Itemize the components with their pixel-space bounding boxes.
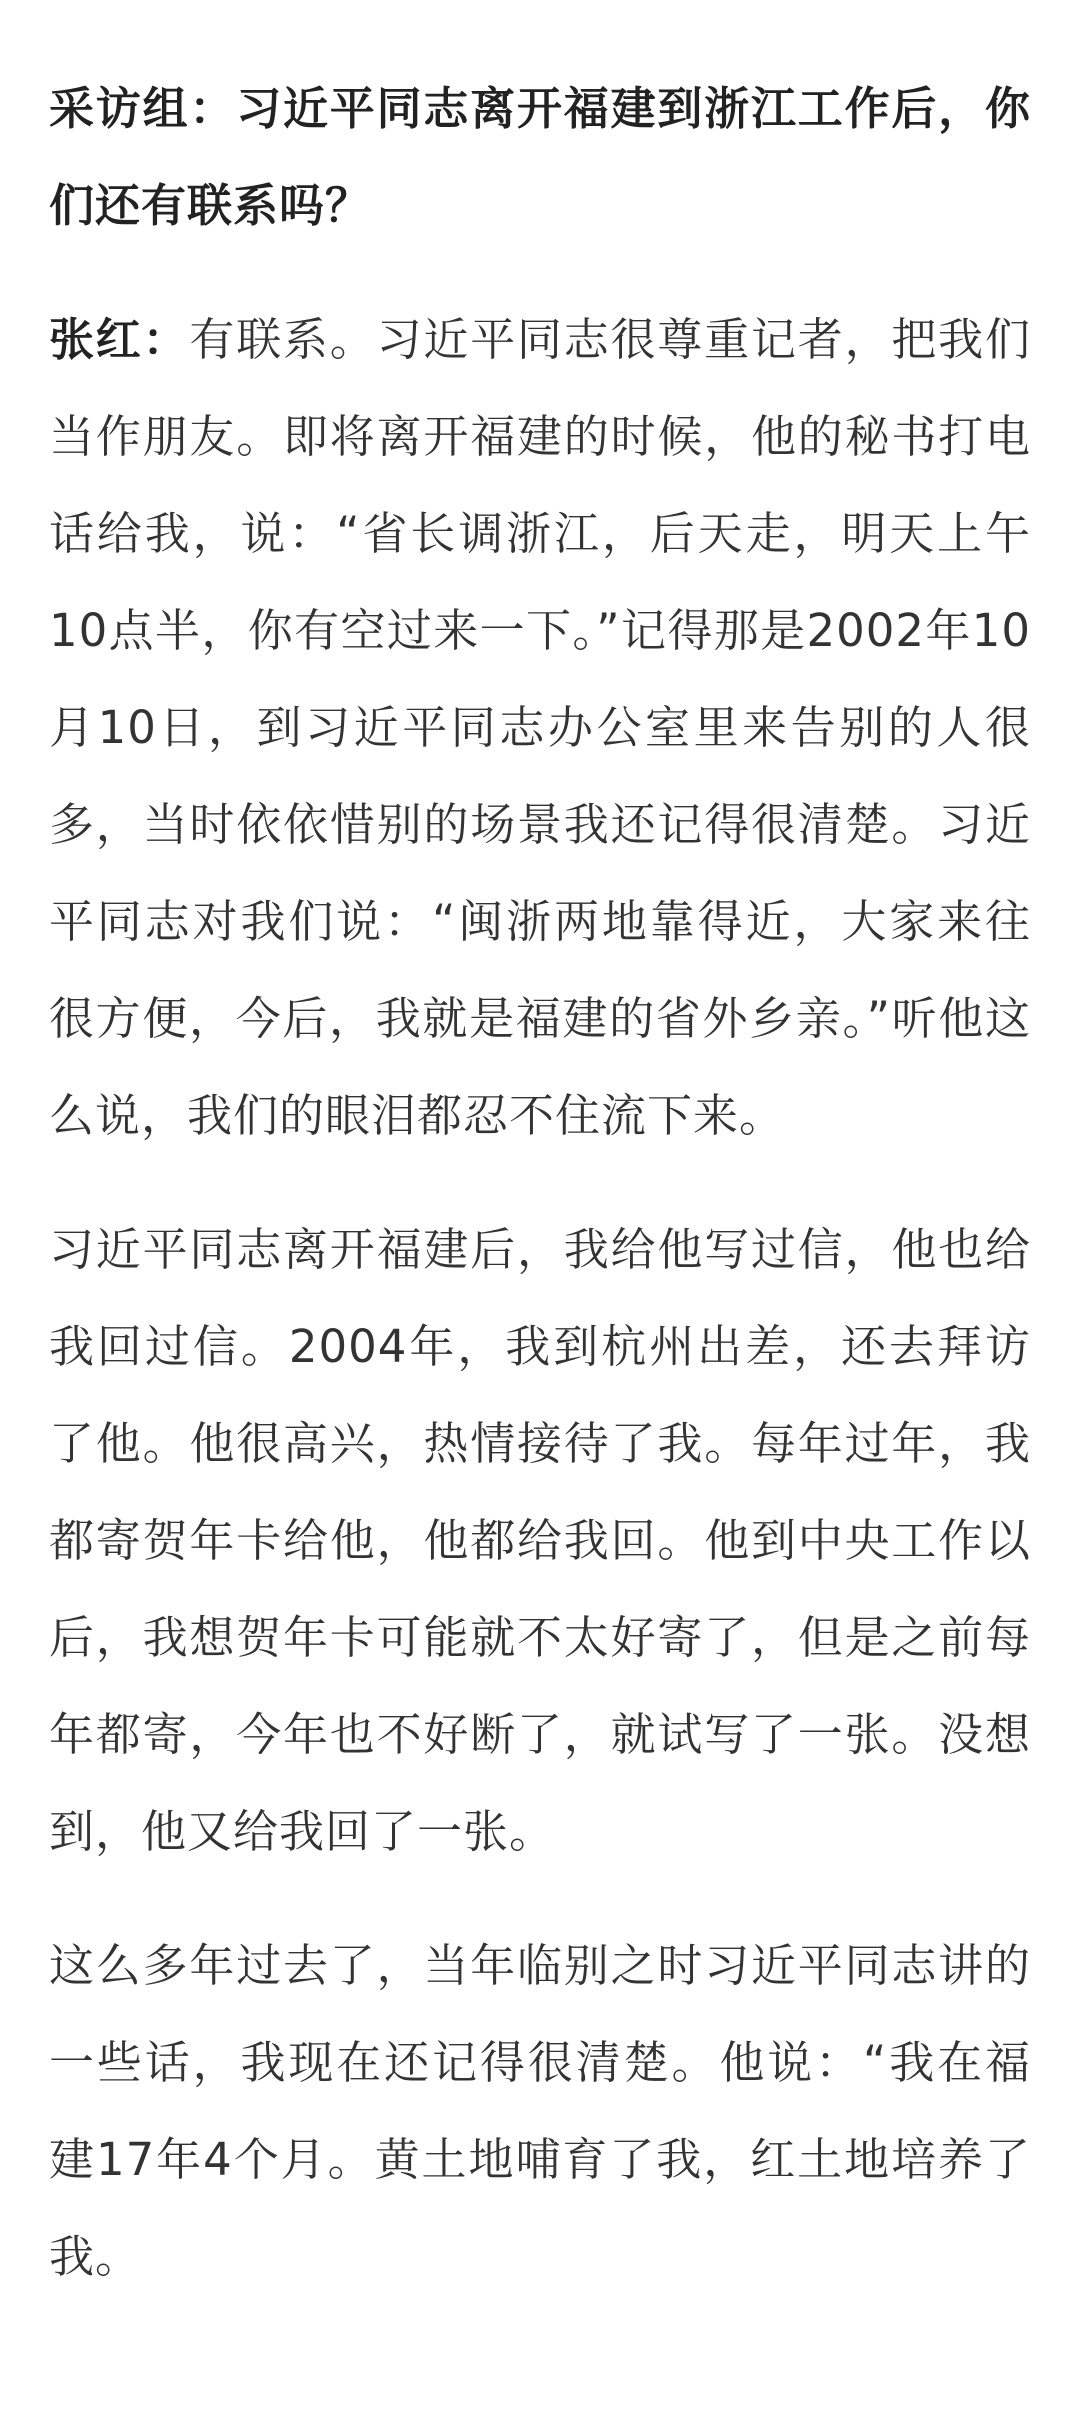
answer-text: 有联系。习近平同志很尊重记者，把我们当作朋友。即将离开福建的时候，他的秘书打电话给我，说：“省长调浙江，后天走，明天上午10点半，你有空过来一下。”记得那是2002年10月10日，到习近平同志办公室里来告别的人很多，当时依依惜别的场景我还记得很清楚。习近平同志对我们说：“闽浙两地靠得近，大家来往很方便，今后，我就是福建的省外乡亲。”听他这么说，我们的眼泪都忍不住流下来。 xyxy=(49,313,1031,1142)
speaker-label: 张红： xyxy=(49,313,190,366)
body-paragraph-2: 习近平同志离开福建后，我给他写过信，他也给我回过信。2004年，我到杭州出差，还去拜访了他。他很高兴，热情接待了我。每年过年，我都寄贺年卡给他，他都给我回。他到中央工作以后，我想贺年卡可能就不太好寄了，但是之前每年都寄，今年也不好断了，就试写了一张。没想到，他又给我回了一张。 xyxy=(49,1223,1031,1858)
body-paragraph-3: 这么多年过去了，当年临别之时习近平同志讲的一些话，我现在还记得很清楚。他说：“我在福建17年4个月。黄土地哺育了我，红土地培养了我。 xyxy=(49,1939,1031,2283)
interview-question: 采访组：习近平同志离开福建到浙江工作后，你们还有联系吗？ xyxy=(49,82,1031,232)
answer-paragraph xyxy=(49,291,1031,1164)
